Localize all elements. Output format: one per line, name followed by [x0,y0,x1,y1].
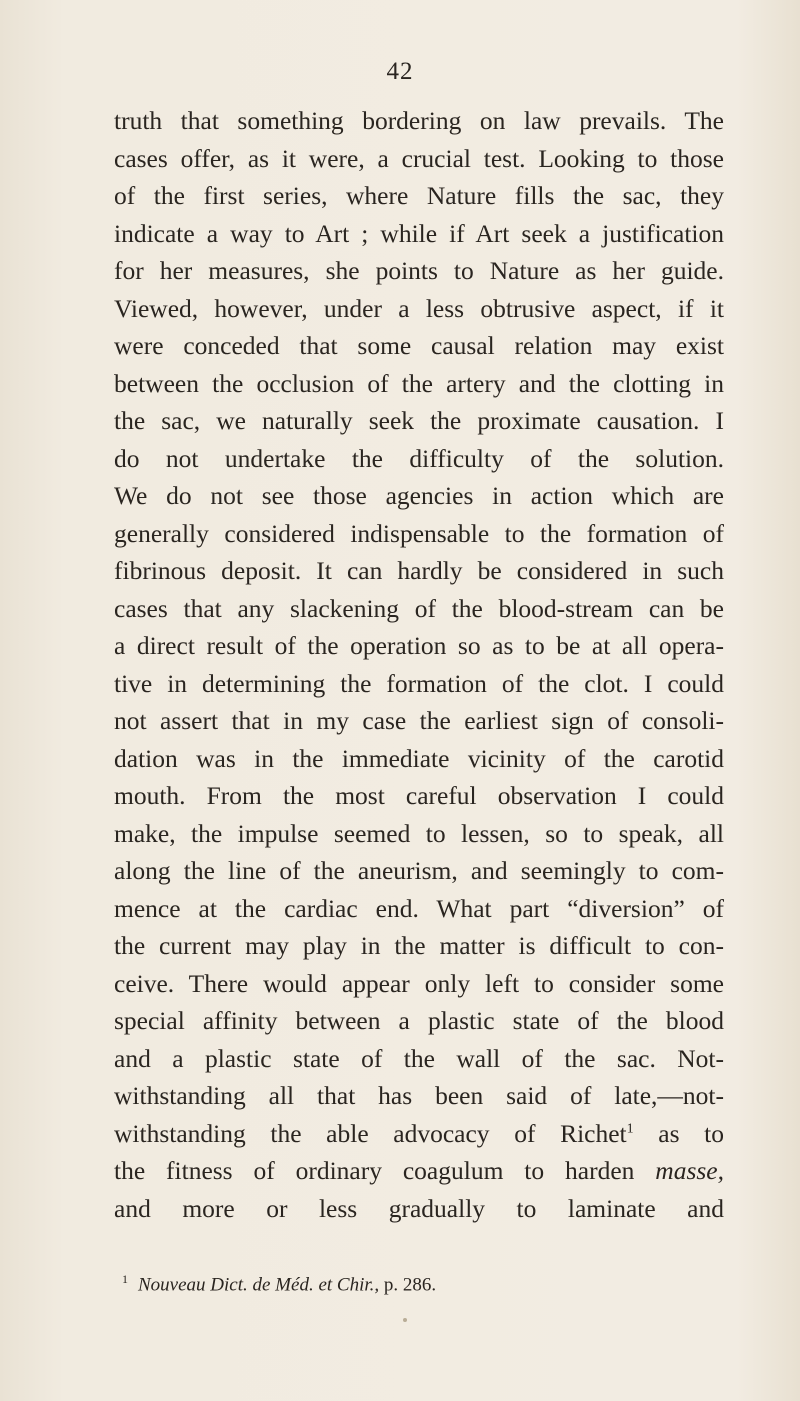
text-line: the current may play in the matter is difficult to con- [114,931,724,960]
text-line: mence at the cardiac end. What part “diversion” of [114,893,724,923]
page-number: 42 [386,58,414,85]
text-line: dation was in the immediate vicinity of the carotid [114,743,724,773]
line-text: withstanding the able advocacy of Richet [114,1118,627,1148]
text-line: do not undertake the difficulty of the solution. [114,443,724,473]
text-line: and a plastic state of the wall of the sac. Not- [114,1043,724,1073]
text-line: ceive. There would appear only left to consider some [114,968,724,998]
text-line: tive in determining the formation of the clot. I could [114,668,724,698]
text-line: and more or less gradually to laminate and [114,1193,724,1223]
text-line: a direct result of the operation so as to be at all opera- [114,631,724,660]
footnote-reference: 1 [626,1121,634,1136]
text-line: withstanding all that has been said of late,—not- [114,1081,724,1110]
text-line: cases offer, as it were, a crucial test. Looking to those [114,143,724,173]
italic-term: masse, [655,1156,724,1185]
text-line: Viewed, however, under a less obtrusive aspect, if it [114,293,724,323]
text-line: cases that any slackening of the blood-stream can be [114,593,724,623]
text-line: for her measures, she points to Nature as her guide. [114,256,724,285]
text-line: We do not see those agencies in action which are [114,481,724,510]
text-line: along the line of the aneurism, and seemingly to com- [114,856,724,885]
footnote [122,1266,722,1298]
text-line [114,1115,724,1153]
line-text: as to [633,1118,724,1148]
footnote-mark: 1 [122,1272,128,1286]
text-line: generally considered indispensable to the formation of [114,518,724,548]
text-line: indicate a way to Art ; while if Art seek a justification [114,218,724,248]
text-line: mouth. From the most careful observation I could [114,781,724,810]
text-line: the sac, we naturally seek the proximate causation. I [114,406,724,435]
text-line [114,1152,724,1190]
body-text [114,102,724,1227]
text-line: make, the impulse seemed to lessen, so to speak, all [114,818,724,848]
text-line: not assert that in my case the earliest sign of consoli- [114,706,724,735]
text-line: of the first series, where Nature fills the sac, they [114,181,724,210]
text-line: between the occlusion of the artery and the clotting in [114,368,724,398]
footnote-page: p. 286. [379,1274,437,1296]
text-line: truth that something bordering on law prevails. The [114,106,724,135]
line-text: the fitness of ordinary coagulum to harden [114,1156,656,1185]
paper-speck [403,1318,407,1322]
text-line: were conceded that some causal relation may exist [114,331,724,360]
footnote-source-title: Nouveau Dict. de Méd. et Chir., [138,1274,380,1296]
text-line: special affinity between a plastic state of the blood [114,1006,724,1035]
text-line: fibrinous deposit. It can hardly be considered in such [114,556,724,585]
